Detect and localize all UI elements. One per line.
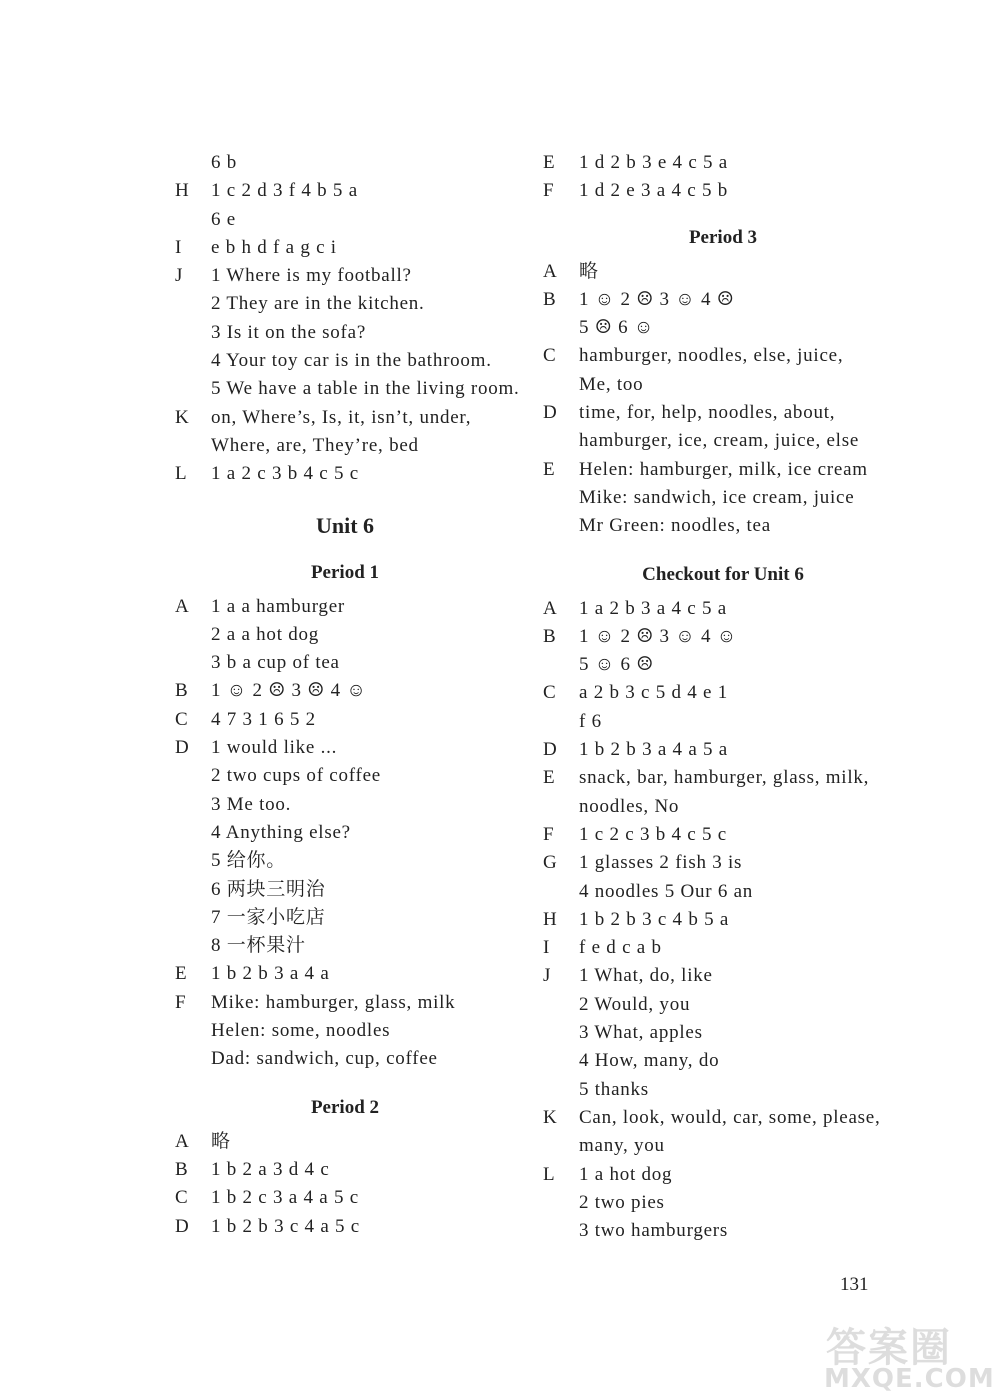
answer-line: Me, too (579, 373, 644, 395)
answer-label: J (175, 265, 183, 287)
answer-item (175, 460, 515, 488)
answer-item (175, 149, 515, 177)
answer-line: 1 a hot dog (579, 1163, 673, 1185)
answer-line: 3 b a cup of tea (211, 652, 340, 674)
answer-line: 5 给你。 (211, 850, 287, 872)
answer-line: 4 Your toy car is in the bathroom. (211, 350, 492, 372)
answer-lines (211, 1128, 515, 1156)
answer-label: E (543, 152, 555, 173)
answer-line: 1 b 2 b 3 c 4 b 5 a (579, 908, 730, 930)
watermark-site-text: MXQE.COM (824, 1364, 995, 1394)
answer-label: K (543, 1106, 557, 1128)
answer-line: 4 noodles 5 Our 6 an (579, 880, 754, 902)
answer-lines (211, 1184, 515, 1212)
answer-lines (211, 1213, 515, 1241)
answer-label: E (543, 458, 555, 480)
answer-line: 2 Would, you (579, 993, 691, 1015)
answer-line: 4 How, many, do (579, 1050, 720, 1072)
page-number: 131 (840, 1274, 869, 1295)
answer-label: A (543, 597, 557, 619)
answer-item (543, 764, 903, 821)
answer-lines (579, 736, 903, 764)
answer-line: a 2 b 3 c 5 d 4 e 1 (579, 682, 728, 704)
answer-line: 1 c 2 c 3 b 4 c 5 c (579, 823, 727, 845)
answer-lines (579, 962, 903, 1103)
answer-lines (211, 734, 515, 960)
answer-line: 3 two hamburgers (579, 1220, 729, 1242)
answer-label: G (543, 852, 557, 874)
answer-item (175, 1128, 515, 1156)
answer-line: 1 ☺ 2 ☹ 3 ☺ 4 ☺ (579, 625, 737, 647)
answer-line: 5 thanks (579, 1078, 649, 1100)
answer-item (543, 679, 903, 736)
answer-line: 2 two pies (579, 1191, 665, 1213)
answer-line: 2 a a hot dog (211, 623, 320, 645)
watermark (820, 1316, 995, 1396)
answer-item (175, 177, 515, 234)
answer-line: 2 They are in the kitchen. (211, 293, 425, 315)
answer-item (543, 258, 903, 286)
answer-lines (579, 1161, 903, 1246)
answer-label: B (175, 680, 188, 702)
answer-item (175, 960, 515, 988)
answer-label: B (543, 625, 556, 647)
answer-line: 1 ☺ 2 ☹ 3 ☺ 4 ☹ (579, 288, 735, 310)
answer-line: f e d c a b (579, 937, 662, 959)
answer-label: H (175, 180, 189, 202)
answer-line: 1 d 2 e 3 a 4 c 5 b (579, 180, 728, 202)
answer-label: F (543, 823, 554, 845)
answer-item (175, 404, 515, 461)
answer-line: 2 two cups of coffee (211, 765, 381, 787)
answer-line: 1 b 2 b 3 c 4 a 5 c (211, 1215, 360, 1237)
answer-item (543, 1161, 903, 1246)
answer-line: 1 glasses 2 fish 3 is (579, 852, 743, 874)
answer-lines (579, 342, 903, 399)
unit-title: Unit 6 (315, 512, 375, 538)
answer-lines (579, 764, 903, 821)
answer-item (543, 849, 903, 906)
answer-lines (211, 593, 515, 678)
answer-lines (579, 399, 903, 456)
answer-line: 7 一家小吃店 (211, 906, 326, 928)
answer-line: on, Where’s, Is, it, isn’t, under, (211, 406, 472, 428)
answer-item (543, 821, 903, 849)
answer-label: L (543, 1163, 555, 1185)
answer-line: 6 b (211, 152, 238, 173)
answer-item (543, 456, 903, 541)
answer-lines (579, 934, 903, 962)
answer-label: I (175, 236, 182, 258)
answer-line: noodles, No (579, 795, 680, 817)
answer-item (543, 1104, 903, 1161)
answer-line: 3 Me too. (211, 793, 292, 815)
answer-item (175, 593, 515, 678)
answer-line: e b h d f a g c i (211, 236, 337, 258)
answer-label: A (543, 260, 557, 282)
answer-item (175, 1156, 515, 1184)
answer-lines (211, 460, 515, 488)
answer-item (543, 623, 903, 680)
answer-lines (579, 456, 903, 541)
answer-item (543, 149, 903, 177)
answer-line: 1 b 2 b 3 a 4 a 5 a (579, 739, 728, 761)
answer-item (175, 989, 515, 1074)
period-2-title: Period 2 (310, 1096, 380, 1118)
answer-line: 1 b 2 a 3 d 4 c (211, 1158, 330, 1180)
answer-label (175, 149, 211, 177)
answer-line: 4 7 3 1 6 5 2 (211, 708, 316, 730)
answer-line: 1 ☺ 2 ☹ 3 ☹ 4 ☺ (211, 680, 367, 702)
answer-line: 5 We have a table in the living room. (211, 378, 520, 400)
answer-lines (211, 234, 515, 262)
answer-line: 5 ☺ 6 ☹ (579, 654, 655, 676)
answer-label: D (175, 737, 189, 759)
period-1-title: Period 1 (310, 561, 380, 583)
answer-label: B (175, 1158, 188, 1180)
answer-label: F (175, 991, 186, 1013)
answer-label: C (175, 708, 188, 730)
answer-line: 1 b 2 c 3 a 4 a 5 c (211, 1187, 359, 1209)
answer-line: 1 b 2 b 3 a 4 a (211, 963, 330, 985)
answer-item (543, 934, 903, 962)
answer-line: Where, are, They’re, bed (211, 434, 419, 456)
answer-item (175, 677, 515, 705)
answer-label: D (543, 402, 557, 424)
answer-lines (579, 623, 903, 680)
left-column (175, 149, 520, 1241)
answer-label: E (175, 963, 187, 985)
answer-item (175, 262, 520, 403)
answer-label: C (175, 1187, 188, 1209)
answer-label: A (175, 595, 189, 617)
answer-line: Can, look, would, car, some, please, (579, 1106, 881, 1128)
answer-line: snack, bar, hamburger, glass, milk, (579, 767, 870, 789)
answer-lines (579, 679, 903, 736)
answer-line: 1 Where is my football? (211, 265, 412, 287)
watermark-logo-text: 答案圈 (826, 1325, 952, 1371)
checkout-title: Checkout for Unit 6 (642, 563, 804, 585)
answer-item (175, 706, 515, 734)
answer-label: H (543, 908, 557, 930)
answer-item (543, 962, 903, 1103)
answer-lines (579, 595, 903, 623)
answer-item (175, 1213, 515, 1241)
answer-lines (579, 906, 903, 934)
answer-line: Helen: hamburger, milk, ice cream (579, 458, 868, 480)
answer-lines (579, 149, 903, 177)
answer-item (543, 342, 903, 399)
answer-line: 6 两块三明治 (211, 878, 326, 900)
answer-item (543, 595, 903, 623)
answer-line: f 6 (579, 710, 602, 732)
answer-label: B (543, 288, 556, 310)
answer-label: I (543, 937, 550, 959)
answer-lines (579, 849, 903, 906)
answer-label: A (175, 1130, 189, 1152)
period-1-answers (175, 593, 515, 1074)
answer-line: many, you (579, 1135, 665, 1157)
answer-label: E (543, 767, 555, 789)
answer-line: Mr Green: noodles, tea (579, 515, 771, 537)
answer-line: Helen: some, noodles (211, 1020, 391, 1042)
answer-label: D (543, 739, 557, 761)
answer-line: 5 ☹ 6 ☺ (579, 317, 655, 339)
answer-lines (579, 177, 903, 205)
answer-line: Mike: hamburger, glass, milk (211, 991, 456, 1013)
answer-label: K (175, 406, 189, 428)
period-2-answers (175, 1128, 515, 1241)
answer-line: 3 Is it on the sofa? (211, 321, 367, 343)
answer-lines (211, 177, 515, 234)
period-3-title: Period 3 (688, 226, 758, 248)
answer-item (175, 234, 515, 262)
answer-lines (211, 989, 515, 1074)
answer-line: Mike: sandwich, ice cream, juice (579, 486, 855, 508)
checkout-answers (543, 595, 903, 1246)
answer-line: 6 e (211, 208, 236, 230)
answer-line: 1 would like ... (211, 737, 338, 759)
answer-lines (211, 404, 515, 461)
answer-label: F (543, 180, 554, 202)
answer-line: 1 a 2 b 3 a 4 c 5 a (579, 597, 727, 619)
answer-label: J (543, 965, 551, 987)
answer-line: 3 What, apples (579, 1022, 703, 1044)
answer-label: D (175, 1215, 189, 1237)
answer-lines (211, 262, 520, 403)
answer-line: 4 Anything else? (211, 821, 351, 843)
answer-line: 略 (211, 1130, 231, 1152)
answer-lines (211, 677, 515, 705)
answer-line: 1 c 2 d 3 f 4 b 5 a (211, 180, 358, 202)
answer-lines (579, 286, 903, 343)
answers-continued (175, 149, 520, 489)
answer-lines (211, 960, 515, 988)
answer-line: hamburger, ice, cream, juice, else (579, 430, 860, 452)
answer-line: time, for, help, noodles, about, (579, 402, 836, 424)
answer-item (543, 399, 903, 456)
answer-line: Dad: sandwich, cup, coffee (211, 1048, 438, 1070)
answer-line: 略 (579, 260, 599, 282)
period-2-answers-continued (543, 149, 903, 206)
answer-label: C (543, 345, 556, 367)
answer-line: 8 一杯果汁 (211, 935, 306, 957)
answer-lines (579, 258, 903, 286)
answer-label: C (543, 682, 556, 704)
answer-item (543, 286, 903, 343)
answer-line: 1 a a hamburger (211, 595, 345, 617)
answer-lines (579, 1104, 903, 1161)
answer-line: 1 d 2 b 3 e 4 c 5 a (579, 152, 728, 173)
answer-line: 1 What, do, like (579, 965, 713, 987)
answer-lines (211, 706, 515, 734)
period-3-answers (543, 258, 903, 541)
answer-item (543, 906, 903, 934)
answer-lines (579, 821, 903, 849)
answer-lines (211, 1156, 515, 1184)
answer-line: 1 a 2 c 3 b 4 c 5 c (211, 463, 359, 485)
answer-label: L (175, 463, 187, 485)
right-column (543, 149, 903, 1245)
answer-item (175, 1184, 515, 1212)
answer-item (175, 734, 515, 960)
answer-item (543, 177, 903, 205)
answer-item (543, 736, 903, 764)
answer-lines (211, 149, 515, 177)
answer-line: hamburger, noodles, else, juice, (579, 345, 844, 367)
